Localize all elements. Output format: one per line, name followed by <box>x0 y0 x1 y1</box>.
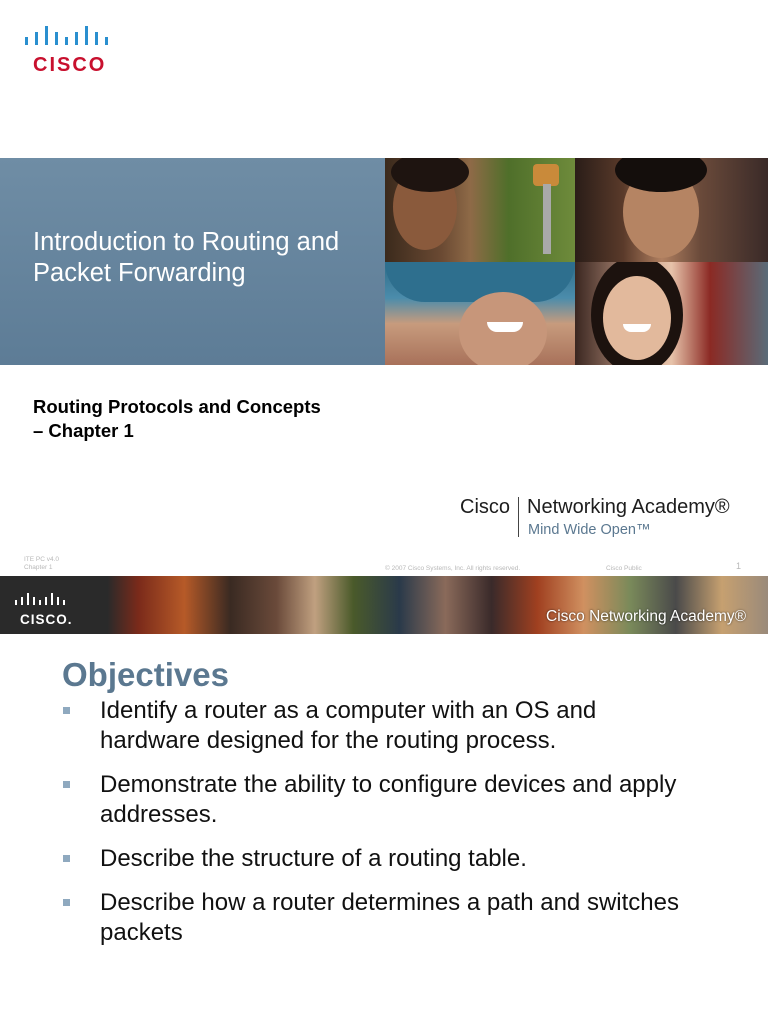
square-bullet-icon <box>63 707 70 714</box>
cisco-wordmark: CISCO. <box>20 612 73 627</box>
photo-young-woman-smiling <box>575 262 768 365</box>
title-band <box>0 158 385 365</box>
networking-academy-logo <box>460 496 750 544</box>
footer-classification: Cisco Public <box>606 565 642 572</box>
objective-text: Demonstrate the ability to configure devices and apply addresses. <box>100 771 677 828</box>
objectives-list <box>60 696 700 962</box>
slide-title: Objectives <box>62 656 229 693</box>
photo-person-with-hat <box>385 262 575 365</box>
banner-academy-name: Cisco Networking Academy® <box>546 608 747 625</box>
header-banner <box>0 576 768 634</box>
square-bullet-icon <box>63 781 70 788</box>
slide-title: Introduction to Routing and Packet Forwarding <box>33 228 340 287</box>
cisco-bars-icon <box>24 24 119 50</box>
footer-course-line2: Chapter 1 <box>24 564 53 571</box>
academy-name: Networking Academy® <box>527 496 730 518</box>
square-bullet-icon <box>63 855 70 862</box>
academy-tagline: Mind Wide Open™ <box>528 522 651 538</box>
objective-item <box>60 844 700 874</box>
academy-brand: Cisco <box>460 496 511 518</box>
objective-item <box>60 696 700 756</box>
cisco-bars-icon <box>14 592 70 608</box>
slide-subtitle: Routing Protocols and Concepts – Chapter 1 <box>33 396 321 441</box>
cisco-wordmark: CISCO <box>33 54 107 76</box>
square-bullet-icon <box>63 899 70 906</box>
footer-course-line1: ITE PC v4.0 <box>24 556 60 563</box>
photo-young-man-smiling <box>575 158 768 262</box>
photo-young-man-skateboard <box>385 158 575 262</box>
cisco-logo-white <box>14 592 73 627</box>
footer-page-number: 1 <box>736 561 742 571</box>
photo-collage <box>385 158 768 365</box>
objective-text: Describe the structure of a routing table. <box>100 845 527 872</box>
cisco-logo <box>24 24 119 76</box>
academy-divider <box>518 497 519 537</box>
footer-course <box>24 556 59 572</box>
objective-item <box>60 770 700 830</box>
objective-text: Describe how a router determines a path and switches packets <box>100 889 679 946</box>
objective-item <box>60 888 700 948</box>
objective-text: Identify a router as a computer with an OS and hardware designed for the routing process. <box>100 697 597 754</box>
footer-copyright: © 2007 Cisco Systems, Inc. All rights reserved. <box>385 565 521 572</box>
objectives-slide <box>0 576 768 1024</box>
